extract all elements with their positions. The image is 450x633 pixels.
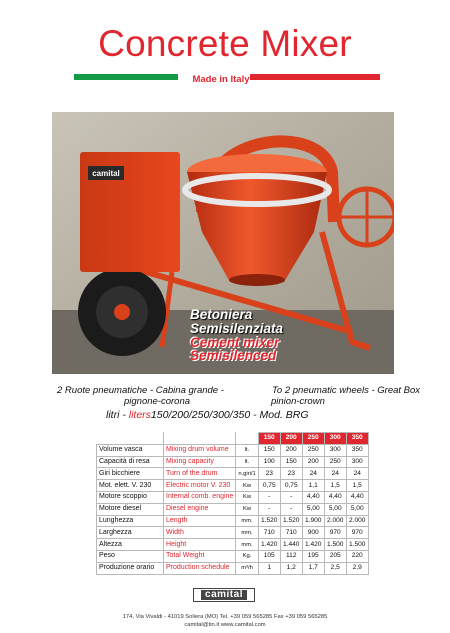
spec-value: 200 <box>280 444 302 456</box>
spec-value: 1.900 <box>302 515 324 527</box>
spec-value: 4,40 <box>302 491 324 503</box>
table-row <box>97 444 369 456</box>
brand-plate-text: camital <box>92 169 120 178</box>
spec-header-size: 350 <box>346 433 368 445</box>
made-in-italy-label: Made in Italy <box>192 74 250 85</box>
spec-unit: lt. <box>236 444 258 456</box>
spec-value: 1.500 <box>324 539 346 551</box>
spec-label-it: Giri bicchiere <box>97 468 164 480</box>
spec-label-en: Diesel engine <box>164 503 236 515</box>
spec-header-size: 250 <box>302 433 324 445</box>
spec-label-en: Total Weight <box>164 550 236 562</box>
spec-value: 200 <box>302 456 324 468</box>
spec-unit: n.giri/1 <box>236 468 258 480</box>
table-row <box>97 550 369 562</box>
spec-value: 710 <box>280 527 302 539</box>
model-label: - Mod. BRG <box>250 409 309 421</box>
spec-label-it: Peso <box>97 550 164 562</box>
spec-label-en: Mixing capacity <box>164 456 236 468</box>
spec-value: 4,40 <box>324 491 346 503</box>
spec-label-it: Motore diesel <box>97 503 164 515</box>
spec-value: 5,00 <box>324 503 346 515</box>
table-row <box>97 562 369 574</box>
table-row <box>97 515 369 527</box>
spec-unit: mm. <box>236 539 258 551</box>
spec-header-row <box>97 433 369 445</box>
spec-value: 150 <box>280 456 302 468</box>
spec-value: 24 <box>346 468 368 480</box>
spec-unit: mm. <box>236 527 258 539</box>
spec-value: 710 <box>258 527 280 539</box>
spec-value: 24 <box>324 468 346 480</box>
table-row <box>97 527 369 539</box>
spec-value: 0,75 <box>258 480 280 492</box>
spec-unit: mm. <box>236 515 258 527</box>
spec-value: 1.520 <box>280 515 302 527</box>
liters-en-label: liters <box>128 409 151 421</box>
table-row <box>97 491 369 503</box>
capacity-line <box>106 409 309 421</box>
spec-label-en: Production schedule <box>164 562 236 574</box>
spec-value: - <box>280 503 302 515</box>
spec-value: 2.000 <box>346 515 368 527</box>
footer-contact: camital@tin.it www.camital.com <box>184 622 266 628</box>
spec-unit: Kw <box>236 480 258 492</box>
spec-label-it: Mot. elett. V. 230 <box>97 480 164 492</box>
camital-logo <box>193 588 255 602</box>
description-it-line2: pignone-corona <box>124 396 191 407</box>
spec-value: 1.500 <box>346 539 368 551</box>
flag-red-segment <box>250 74 380 80</box>
table-row <box>97 503 369 515</box>
spec-value: 1.420 <box>258 539 280 551</box>
spec-value: 105 <box>258 550 280 562</box>
caption-it-1: Betoniera <box>190 307 253 322</box>
spec-unit: Kw <box>236 503 258 515</box>
spec-value: 1,5 <box>324 480 346 492</box>
flag-green-segment <box>74 74 178 80</box>
spec-label-it: Volume vasca <box>97 444 164 456</box>
table-row <box>97 456 369 468</box>
spec-label-it: Larghezza <box>97 527 164 539</box>
spec-value: 23 <box>258 468 280 480</box>
description-it-line1: 2 Ruote pneumatiche - Cabina grande - <box>57 385 224 396</box>
spec-value: 1.420 <box>302 539 324 551</box>
spec-unit: Kg. <box>236 550 258 562</box>
spec-value: 2.000 <box>324 515 346 527</box>
page-title: Concrete Mixer <box>98 23 352 64</box>
spec-value: 250 <box>324 456 346 468</box>
spec-value: 900 <box>302 527 324 539</box>
spec-value: 300 <box>324 444 346 456</box>
spec-value: - <box>258 491 280 503</box>
spec-header-size: 150 <box>258 433 280 445</box>
spec-value: 2,9 <box>346 562 368 574</box>
spec-value: 220 <box>346 550 368 562</box>
spec-value: 5,00 <box>302 503 324 515</box>
spec-value: - <box>258 503 280 515</box>
footer-address: 174, Via Vivaldi - 41019 Soliera (MO) Tel. +39 059 565285 Fax +39 059 565285 <box>122 614 328 620</box>
description-en-line2: pinion-crown <box>271 396 325 407</box>
spec-header-size: 200 <box>280 433 302 445</box>
photo-caption <box>190 308 283 362</box>
spec-header-blank <box>164 433 236 445</box>
spec-label-en: Height <box>164 539 236 551</box>
spec-value: 300 <box>346 456 368 468</box>
spec-header-size: 300 <box>324 433 346 445</box>
table-row <box>97 539 369 551</box>
spec-value: 24 <box>302 468 324 480</box>
spec-label-en: Electric motor V. 230 <box>164 480 236 492</box>
spec-header-blank <box>236 433 258 445</box>
spec-value: 195 <box>302 550 324 562</box>
spec-table <box>96 432 369 575</box>
spec-value: - <box>280 491 302 503</box>
spec-label-en: Width <box>164 527 236 539</box>
spec-value: 970 <box>346 527 368 539</box>
spec-label-en: Internal comb. engine <box>164 491 236 503</box>
spec-value: 970 <box>324 527 346 539</box>
spec-value: 23 <box>280 468 302 480</box>
spec-table-body <box>97 444 369 574</box>
spec-label-it: Produzione orario <box>97 562 164 574</box>
logo-text: camital <box>201 590 247 600</box>
spec-label-it: Lunghezza <box>97 515 164 527</box>
spec-label-it: Capacità di resa <box>97 456 164 468</box>
spec-value: 1 <box>258 562 280 574</box>
table-row <box>97 480 369 492</box>
spec-unit: Kw <box>236 491 258 503</box>
spec-value: 205 <box>324 550 346 562</box>
liters-values: 150/200/250/300/350 <box>150 409 251 421</box>
spec-label-en: Mixing drum volume <box>164 444 236 456</box>
spec-value: 1,5 <box>346 480 368 492</box>
spec-value: 1,7 <box>302 562 324 574</box>
spec-value: 4,40 <box>346 491 368 503</box>
spec-unit: lt. <box>236 456 258 468</box>
spec-value: 350 <box>346 444 368 456</box>
spec-label-en: Turn of the drum <box>164 468 236 480</box>
spec-value: 1,2 <box>280 562 302 574</box>
caption-en-1: Cement mixer <box>190 335 280 350</box>
description-en-line1: To 2 pneumatic wheels - Great Box <box>272 385 421 396</box>
spec-value: 1,1 <box>302 480 324 492</box>
spec-header-blank <box>97 433 164 445</box>
spec-value: 1.440 <box>280 539 302 551</box>
spec-value: 150 <box>258 444 280 456</box>
spec-value: 2,5 <box>324 562 346 574</box>
spec-value: 100 <box>258 456 280 468</box>
table-row <box>97 468 369 480</box>
liters-it-label: litri - <box>106 409 129 421</box>
spec-value: 5,00 <box>346 503 368 515</box>
spec-value: 1.520 <box>258 515 280 527</box>
spec-unit: m³/h <box>236 562 258 574</box>
spec-value: 250 <box>302 444 324 456</box>
spec-label-en: Length <box>164 515 236 527</box>
spec-value: 112 <box>280 550 302 562</box>
spec-value: 0,75 <box>280 480 302 492</box>
spec-label-it: Motore scoppio <box>97 491 164 503</box>
caption-it-2: Semisilenziata <box>190 321 284 336</box>
spec-label-it: Altezza <box>97 539 164 551</box>
caption-en-2: Semisilenced <box>190 348 277 363</box>
